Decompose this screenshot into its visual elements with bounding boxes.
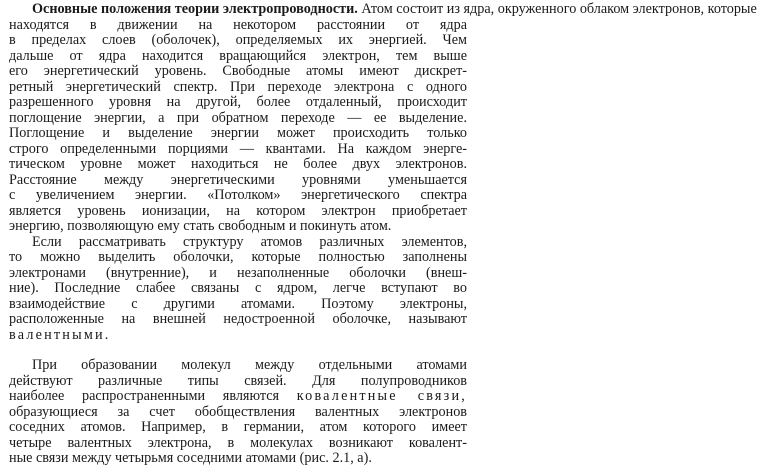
text-line: дальше от ядра находится вращающийся электрон, тем выше — [9, 47, 467, 64]
text-line: образующиеся за счет обобществления валентных электронов — [9, 403, 467, 420]
document-page — [9, 1, 757, 467]
text-line: то можно выделить оболочки, которые полностью заполнены — [9, 249, 467, 265]
text-line: Расстояние между энергетическими уровнями уменьшается — [9, 171, 467, 188]
text-line: поглощение энергии, а при обратном переходе — ее выделение. — [9, 109, 467, 126]
text-span: наиболее распространенными являются — [9, 388, 297, 404]
text-line: взаимодействие с другими атомами. Поэтому электроны, — [9, 295, 467, 312]
text-line: разрешенного уровня на другой, более отдаленный, происходит — [9, 94, 467, 110]
text-line: с увеличением энергии. «Потолком» энергетического спектра — [9, 187, 467, 203]
text-line: является уровень ионизации, на котором электрон приобретает — [9, 202, 467, 219]
text-line: в пределах слоев (оболочек), определяемых их энергией. Чем — [9, 32, 467, 48]
text-line: действуют различные типы связей. Для полупроводников — [9, 372, 467, 389]
text-line: тическом уровне может находиться не более двух электронов. — [9, 156, 467, 172]
text-line: его энергетический уровень. Свободные атомы имеют дискрет- — [9, 63, 467, 79]
paragraph-gap — [9, 343, 467, 358]
text-line: Поглощение и выделение энергии может происходить только — [9, 125, 467, 141]
text-line — [9, 389, 467, 405]
text-line: соседних атомов. Например, в германии, атом которого имеет — [9, 419, 467, 435]
text-line: При образовании молекул между отдельными атомами — [32, 357, 467, 373]
paragraph-1 — [9, 1, 757, 235]
text-line: ретный энергетический спектр. При переходе электрона с одного — [9, 78, 467, 95]
text-line — [9, 1, 757, 18]
text-span: Атом состоит из ядра, окруженного облаком электронов, которые — [357, 1, 757, 17]
text-line: расположенные на внешней недостроенной оболочке, называют — [9, 311, 467, 327]
text-line: электронами (внутренние), и незаполненные оболочки (внеш- — [9, 264, 467, 281]
emphasized-term: ковалентные связи, — [296, 388, 467, 404]
text-line: четыре валентных электрона, в молекулах возникают ковалент- — [9, 434, 467, 451]
text-line: ные связи между четырьмя соседними атомами (рис. 2.1, а). — [9, 450, 372, 466]
text-line: находятся в движении на некотором расстоянии от ядра — [9, 16, 467, 33]
text-line: валентными. — [9, 326, 111, 343]
text-line: строго определенными порциями — квантами. На каждом энерге- — [9, 140, 467, 157]
text-line: Если рассматривать структуру атомов различных элементов, — [32, 233, 467, 250]
text-line: ние). Последние слабее связаны с ядром, легче вступают во — [9, 280, 467, 296]
text-line: энергию, позволяющую ему стать свободным и покинуть атом. — [9, 218, 392, 234]
paragraph-3 — [9, 358, 467, 467]
paragraph-2 — [9, 235, 467, 344]
section-heading: Основные положения теории электропроводности. — [32, 1, 358, 17]
